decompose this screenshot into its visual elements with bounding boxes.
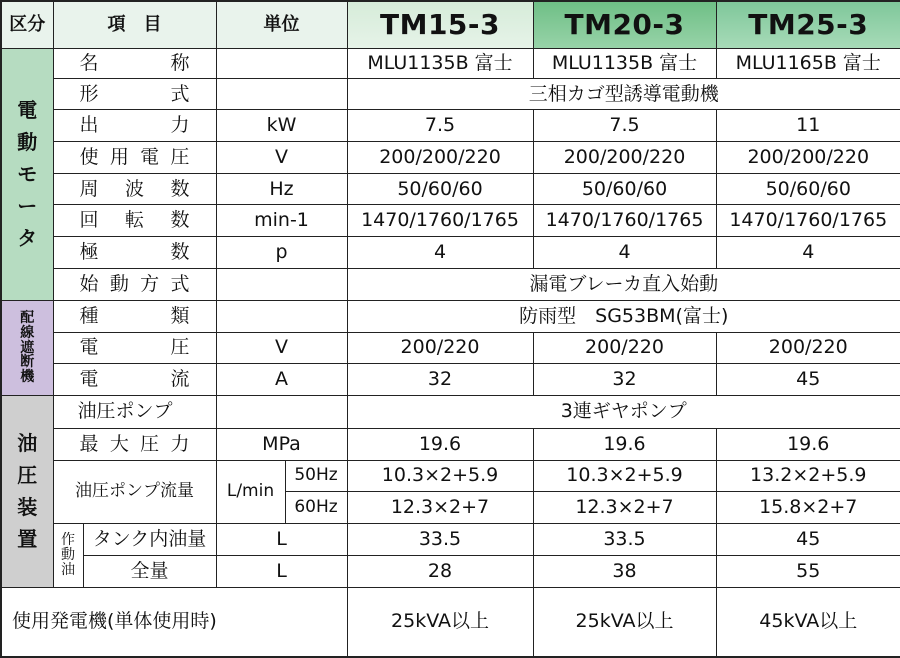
model-header-tm20: TM20-3 [533,1,716,48]
header-row [1,1,900,48]
category-breaker [1,300,53,395]
row-oil-pump [1,396,900,429]
value-tm15: 200/200/220 [347,141,533,173]
value-tm20: 1470/1760/1765 [533,205,716,237]
header-unit: 単位 [216,1,347,48]
value-tm15: 19.6 [347,428,533,460]
unit-breaker-kind [216,300,347,332]
unit-motor-type [216,79,347,110]
category-oil-label: 油圧装置 [17,431,38,552]
value-tm20: 4 [533,237,716,269]
row-generator [1,587,900,657]
label-oil-max-pressure: 最大圧力 [53,428,216,460]
working-oil-label: 作動油 [61,532,75,578]
value-tm20: 38 [533,555,716,587]
value-tm25: 200/200/220 [716,141,900,173]
unit-motor-voltage: V [216,141,347,173]
value-tm20: MLU1135B 富士 [533,48,716,79]
category-oil [1,396,53,588]
label-oil-total: 全量 [83,555,216,587]
row-breaker-voltage [1,332,900,364]
row-oil-max-pressure [1,428,900,460]
row-motor-start [1,268,900,300]
label-60hz: 60Hz [285,492,347,524]
label-breaker-voltage: 電圧 [53,332,216,364]
header-category: 区分 [1,1,53,48]
value-tm15: 12.3×2+7 [347,492,533,524]
value-tm20: 12.3×2+7 [533,492,716,524]
label-oil-tank: タンク内油量 [83,524,216,556]
value-tm15: 4 [347,237,533,269]
row-motor-name [1,48,900,79]
unit-breaker-current: A [216,364,347,396]
category-working-oil [53,524,83,588]
value-tm20: 32 [533,364,716,396]
value-tm15: 200/220 [347,332,533,364]
label-breaker-kind: 種類 [53,300,216,332]
value-tm15: 7.5 [347,110,533,142]
unit-motor-output: kW [216,110,347,142]
value-tm25: MLU1165B 富士 [716,48,900,79]
value-tm15: 1470/1760/1765 [347,205,533,237]
row-motor-rpm [1,205,900,237]
unit-motor-rpm: min-1 [216,205,347,237]
label-motor-type: 形式 [53,79,216,110]
label-motor-poles: 極数 [53,237,216,269]
label-breaker-current: 電流 [53,364,216,396]
value-breaker-kind: 防雨型 SG53BM(富士) [347,300,900,332]
label-50hz: 50Hz [285,460,347,492]
unit-breaker-voltage: V [216,332,347,364]
row-oil-flow-50hz [1,460,900,492]
value-tm25: 19.6 [716,428,900,460]
label-oil-flow: 油圧ポンプ流量 [53,460,216,524]
value-tm25: 55 [716,555,900,587]
value-motor-type: 三相カゴ型誘導電動機 [347,79,900,110]
category-motor-label: 電動モータ [17,98,38,251]
value-tm25: 11 [716,110,900,142]
value-motor-start: 漏電ブレーカ直入始動 [347,268,900,300]
row-motor-voltage [1,141,900,173]
unit-oil-tank: L [216,524,347,556]
unit-oil-pump [216,396,347,429]
unit-motor-frequency: Hz [216,173,347,205]
header-item: 項 目 [53,1,216,48]
value-tm15: 32 [347,364,533,396]
value-tm20: 25kVA以上 [533,587,716,657]
value-tm15: 28 [347,555,533,587]
unit-oil-total: L [216,555,347,587]
label-oil-pump: 油圧ポンプ [53,396,216,429]
row-breaker-kind [1,300,900,332]
row-motor-frequency [1,173,900,205]
label-generator: 使用発電機(単体使用時) [1,587,347,657]
label-motor-voltage: 使用電圧 [53,141,216,173]
value-tm25: 45 [716,524,900,556]
value-tm20: 200/200/220 [533,141,716,173]
value-tm25: 4 [716,237,900,269]
value-tm25: 15.8×2+7 [716,492,900,524]
value-tm25: 200/220 [716,332,900,364]
label-motor-output: 出力 [53,110,216,142]
unit-motor-start [216,268,347,300]
unit-motor-name [216,48,347,79]
value-tm15: 25kVA以上 [347,587,533,657]
row-motor-type [1,79,900,110]
value-oil-pump: 3連ギヤポンプ [347,396,900,429]
row-motor-output [1,110,900,142]
value-tm20: 7.5 [533,110,716,142]
value-tm20: 33.5 [533,524,716,556]
row-motor-poles [1,237,900,269]
value-tm15: MLU1135B 富士 [347,48,533,79]
value-tm25: 45kVA以上 [716,587,900,657]
value-tm25: 45 [716,364,900,396]
value-tm25: 13.2×2+5.9 [716,460,900,492]
value-tm20: 200/220 [533,332,716,364]
row-breaker-current [1,364,900,396]
value-tm20: 10.3×2+5.9 [533,460,716,492]
row-oil-total [1,555,900,587]
model-header-tm25: TM25-3 [716,1,900,48]
value-tm15: 33.5 [347,524,533,556]
row-oil-tank [1,524,900,556]
value-tm25: 1470/1760/1765 [716,205,900,237]
label-motor-frequency: 周波数 [53,173,216,205]
value-tm20: 19.6 [533,428,716,460]
value-tm15: 10.3×2+5.9 [347,460,533,492]
value-tm20: 50/60/60 [533,173,716,205]
label-motor-rpm: 回転数 [53,205,216,237]
value-tm25: 50/60/60 [716,173,900,205]
unit-motor-poles: p [216,237,347,269]
category-motor [1,48,53,300]
category-breaker-label: 配線遮断機 [20,310,35,385]
label-motor-name: 名称 [53,48,216,79]
label-motor-start: 始動方式 [53,268,216,300]
unit-oil-flow: L/min [216,460,285,524]
value-tm15: 50/60/60 [347,173,533,205]
model-header-tm15: TM15-3 [347,1,533,48]
unit-oil-max-pressure: MPa [216,428,347,460]
